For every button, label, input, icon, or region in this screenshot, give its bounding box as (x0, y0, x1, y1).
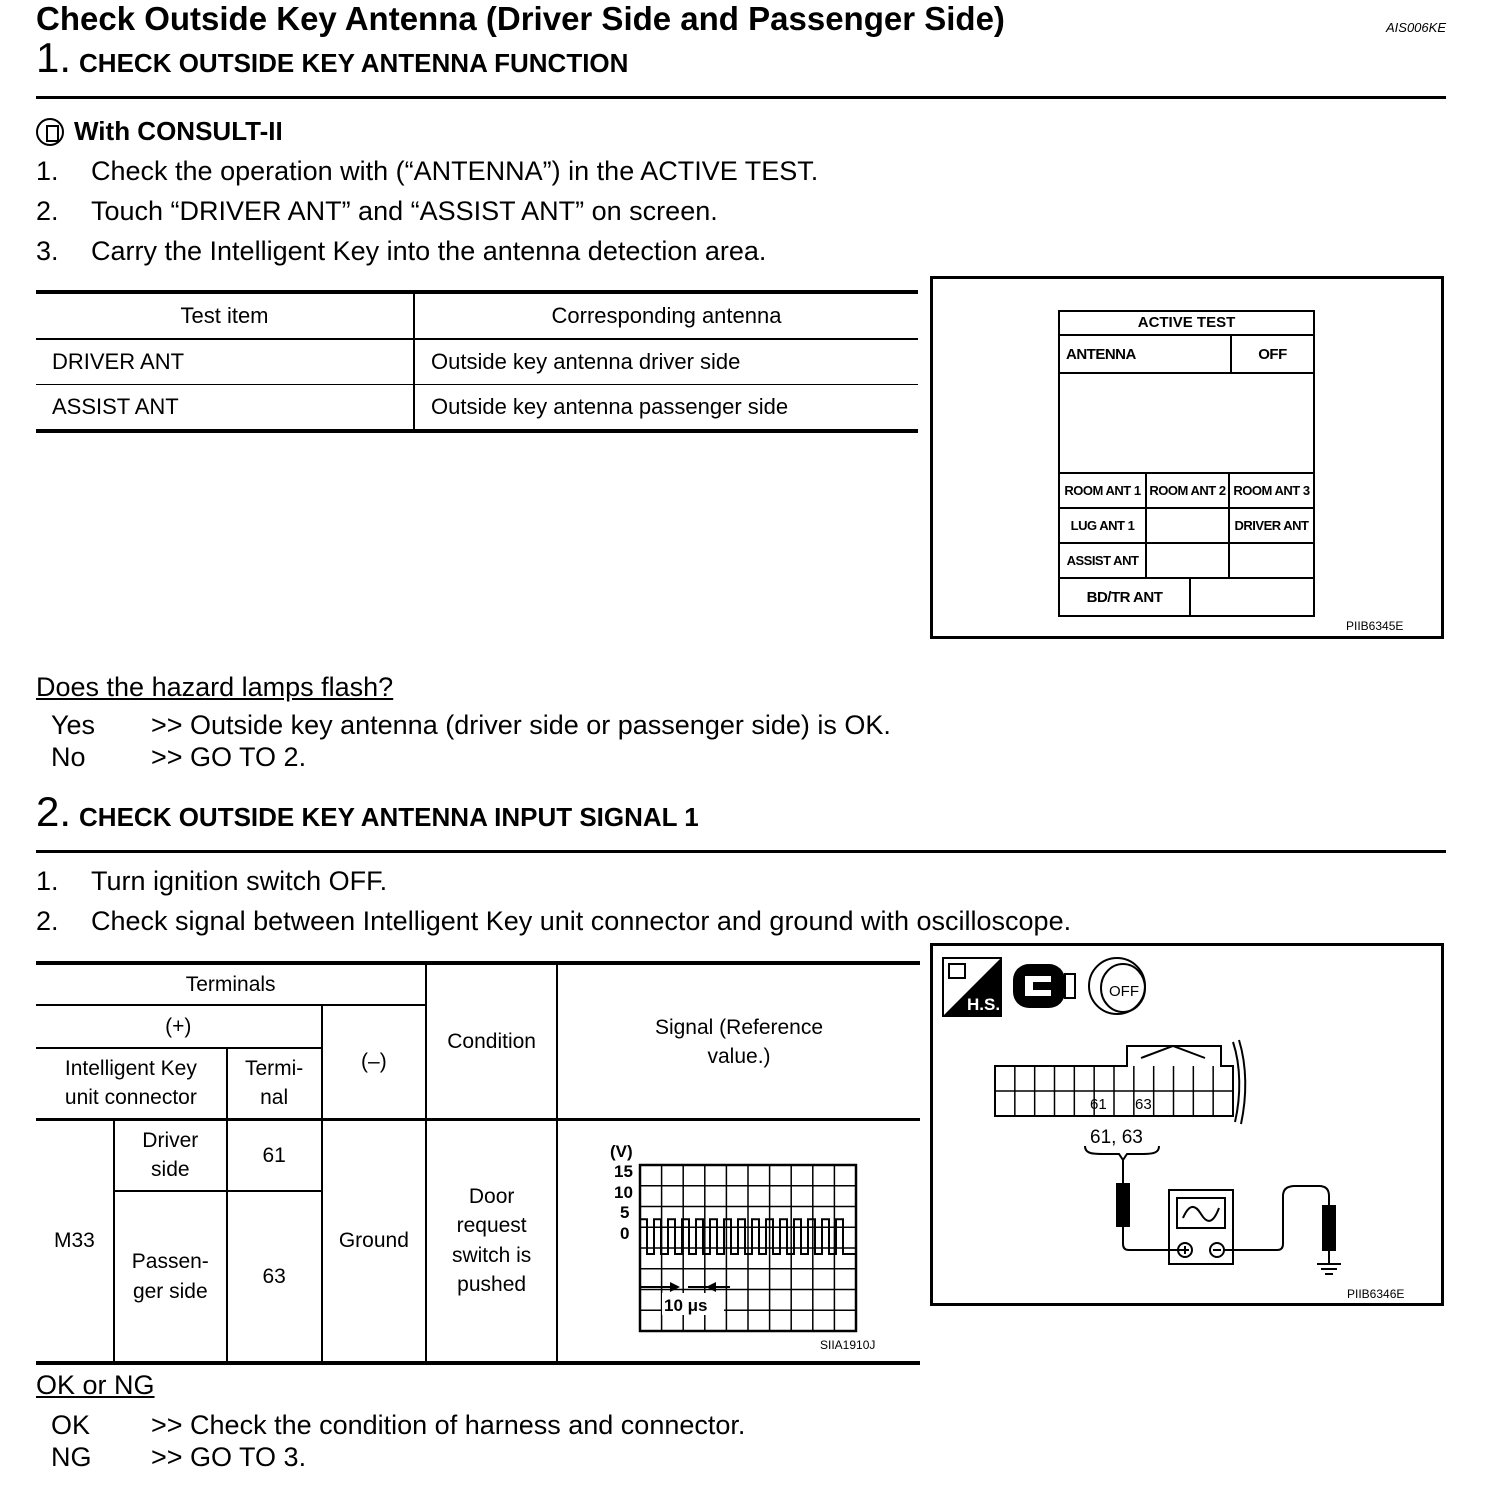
room-ant-1-button[interactable]: ROOM ANT 1 (1060, 474, 1147, 507)
figure-id: PIIB6345E (1346, 619, 1404, 633)
side-driver: Driver side (114, 1119, 227, 1191)
svg-text:63: 63 (1135, 1096, 1152, 1113)
antenna-value: OFF (1258, 345, 1287, 363)
svg-text:SIIA1910J: SIIA1910J (820, 1337, 876, 1352)
svg-text:10: 10 (614, 1182, 633, 1202)
connector-value: M33 (36, 1119, 114, 1363)
list-item: 2. Touch “DRIVER ANT” and “ASSIST ANT” on screen. (36, 196, 718, 226)
answer-yes: Yes >> Outside key antenna (driver side or passenger side) is OK. (51, 710, 891, 740)
connector-face (995, 1040, 1245, 1124)
driver-ant-button[interactable]: DRIVER ANT (1234, 518, 1309, 533)
scope-cell (557, 1119, 920, 1363)
active-test-screen (1058, 310, 1315, 617)
side-passenger: Passen-ger side (114, 1191, 227, 1363)
svg-text:H.S.: H.S. (967, 995, 1001, 1014)
list-item: 1. Turn ignition switch OFF. (36, 866, 388, 896)
plus-header: (+) (36, 1005, 322, 1048)
svg-text:OFF: OFF (1109, 983, 1139, 1000)
step-1-heading (36, 34, 628, 82)
oscilloscope-trace (558, 1123, 920, 1359)
svg-text:0: 0 (620, 1223, 630, 1243)
minus-header: (–) (322, 1005, 427, 1119)
svg-text:61, 63: 61, 63 (1090, 1127, 1143, 1148)
signal-check-table (36, 961, 920, 1365)
list-item: 2. Check signal between Intelligent Key unit connector and ground with oscilloscope. (36, 906, 1072, 936)
step-2-heading (36, 788, 699, 836)
question: Does the hazard lamps flash? (36, 672, 394, 702)
page-title: Check Outside Key Antenna (Driver Side and Passenger Side) (36, 0, 1005, 37)
result-label: OK or NG (36, 1370, 155, 1400)
table-header: Corresponding antenna (414, 292, 918, 339)
svg-text:61: 61 (1090, 1096, 1107, 1113)
terminal-header: Termi-nal (227, 1048, 322, 1119)
connector-header: Intelligent Key unit connector (36, 1048, 227, 1119)
step-number: 2. (36, 788, 72, 835)
table-row: DRIVER ANT Outside key antenna driver side (36, 339, 918, 385)
oscilloscope-meter (1117, 1160, 1341, 1274)
antenna-item: ANTENNA (1060, 336, 1232, 372)
terminals-header: Terminals (36, 963, 426, 1005)
divider (36, 850, 1446, 853)
step-number: 1. (36, 34, 72, 81)
screen-header: ACTIVE TEST (1060, 312, 1313, 336)
blank-button (1191, 579, 1313, 615)
ignition-off-icon (1089, 958, 1145, 1014)
svg-text:10 μs: 10 μs (664, 1295, 708, 1315)
condition-value: Door request switch is pushed (426, 1119, 557, 1363)
consult-tool-icon (36, 118, 64, 146)
answer-ng: NG >> GO TO 3. (51, 1442, 307, 1472)
terminal-63: 63 (227, 1191, 322, 1363)
room-ant-2-button[interactable]: ROOM ANT 2 (1147, 474, 1230, 507)
connection-diagram (933, 946, 1441, 1303)
svg-text:5: 5 (620, 1202, 630, 1222)
room-ant-3-button[interactable]: ROOM ANT 3 (1233, 483, 1310, 498)
step-title: CHECK OUTSIDE KEY ANTENNA INPUT SIGNAL 1 (79, 802, 699, 832)
connector-icon (1013, 964, 1075, 1008)
svg-text:15: 15 (614, 1161, 633, 1181)
svg-text:(V): (V) (610, 1141, 633, 1161)
screen-blank-area (1060, 374, 1313, 474)
signal-header: Signal (Reference value.) (557, 963, 920, 1119)
step-title: CHECK OUTSIDE KEY ANTENNA FUNCTION (79, 48, 629, 78)
blank-button (1147, 509, 1230, 542)
divider (36, 96, 1446, 99)
hs-icon (943, 958, 1001, 1016)
consult-heading (36, 116, 283, 147)
svg-text:PIIB6346E: PIIB6346E (1347, 1287, 1405, 1301)
table-row: ASSIST ANT Outside key antenna passenger side (36, 385, 918, 432)
condition-header: Condition (426, 963, 557, 1119)
consult-label: With CONSULT-II (74, 116, 283, 146)
bd-tr-ant-button[interactable]: BD/TR ANT (1060, 579, 1191, 615)
answer-ok: OK >> Check the condition of harness and connector. (51, 1410, 746, 1440)
ground-value: Ground (322, 1119, 427, 1363)
blank-button (1147, 544, 1230, 577)
lug-ant-1-button[interactable]: LUG ANT 1 (1060, 509, 1147, 542)
table-header: Test item (36, 292, 414, 339)
list-item: 1. Check the operation with (“ANTENNA”) in the ACTIVE TEST. (36, 156, 819, 186)
blank-button (1230, 544, 1313, 577)
antenna-test-table (36, 290, 918, 433)
assist-ant-button[interactable]: ASSIST ANT (1060, 544, 1147, 577)
list-item: 3. Carry the Intelligent Key into the antenna detection area. (36, 236, 767, 266)
answer-no: No >> GO TO 2. (51, 742, 307, 772)
terminal-61: 61 (227, 1119, 322, 1191)
document-id: AIS006KE (1386, 20, 1446, 35)
